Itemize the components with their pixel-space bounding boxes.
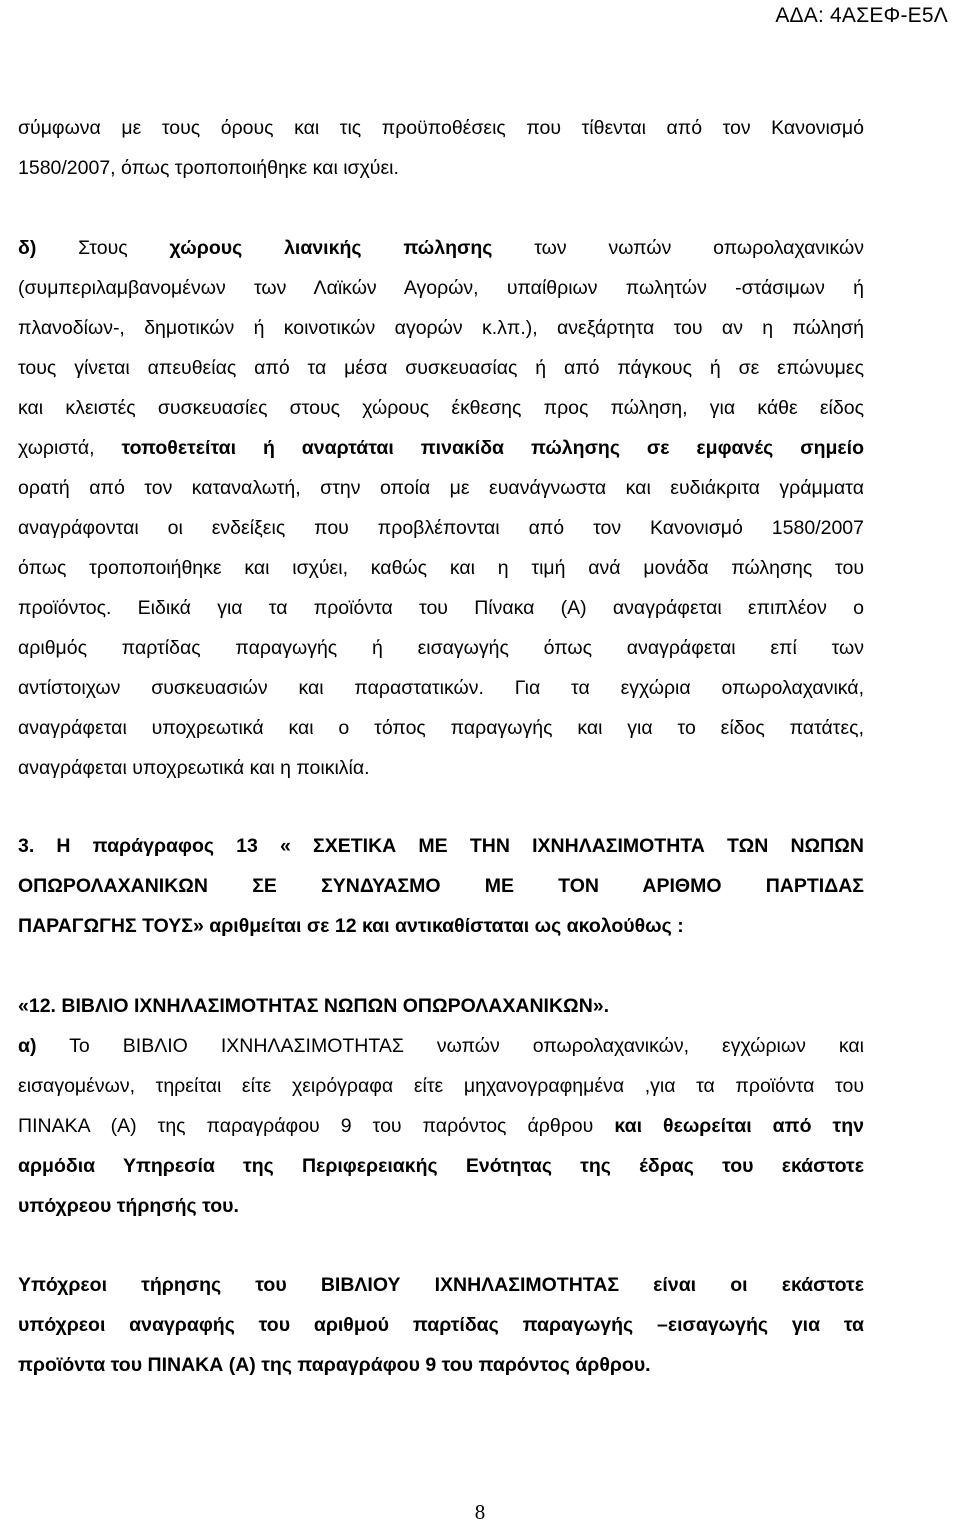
bold-run: και θεωρείται από την <box>614 1115 864 1137</box>
bold-run: τοποθετείται ή αναρτάται πινακίδα πώλησης σε εμφανές σημείο <box>121 437 865 459</box>
paragraph-continuation <box>18 108 864 188</box>
list-label: α) <box>18 1035 37 1057</box>
text-line: προϊόντα του ΠΙΝΑΚΑ (Α) της παραγράφου 9 του παρόντος άρθρου. <box>18 1354 651 1376</box>
text-line: αντίστοιχων συσκευασιών και παραστατικών. Για τα εγχώρια οπωρολαχανικά, <box>18 677 864 699</box>
page-number: 8 <box>474 1500 486 1524</box>
text-line: 1580/2007, όπως τροποποιήθηκε και ισχύει. <box>18 157 399 179</box>
section-12 <box>18 986 864 1226</box>
text-line: όπως τροποποιήθηκε και ισχύει, καθώς και η τιμή ανά μονάδα πώλησης του <box>18 557 864 579</box>
text-line <box>18 1106 864 1146</box>
text-line: τους γίνεται απευθείας από τα μέσα συσκευασίας ή από πάγκους ή σε επώνυμες <box>18 357 864 379</box>
text-line <box>18 1026 864 1066</box>
text-run: Το ΒΙΒΛΙΟ ΙΧΝΗΛΑΣΙΜΟΤΗΤΑΣ νωπών οπωρολαχανικών, εγχώριων και <box>36 1035 864 1057</box>
section-heading: «12. ΒΙΒΛΙΟ ΙΧΝΗΛΑΣΙΜΟΤΗΤΑΣ ΝΩΠΩΝ ΟΠΩΡΟΛΑΧΑΝΙΚΩΝ». <box>18 995 610 1017</box>
text-line: και κλειστές συσκευασίες στους χώρους έκθεσης προς πώληση, για κάθε είδος <box>18 397 864 419</box>
text-run: Στους <box>36 237 170 259</box>
text-line: αρμόδια Υπηρεσία της Περιφερειακής Ενότητας της έδρας του εκάστοτε <box>18 1155 864 1177</box>
text-line: αναγράφεται υποχρεωτικά και ο τόπος παραγωγής και για το είδος πατάτες, <box>18 717 864 739</box>
obligated-parties-paragraph <box>18 1265 864 1385</box>
paragraph-d <box>18 228 864 788</box>
ada-code: ΑΔΑ: 4ΑΣΕΦ-Ε5Λ <box>775 4 948 27</box>
text-line: αριθμός παρτίδας παραγωγής ή εισαγωγής όπως αναγράφεται επί των <box>18 637 864 659</box>
text-line: υπόχρεου τήρησής του. <box>18 1195 239 1217</box>
text-run: ΠΙΝΑΚΑ (Α) της παραγράφου 9 του παρόντος άρθρου <box>18 1115 615 1137</box>
text-line: ΟΠΩΡΟΛΑΧΑΝΙΚΩΝ ΣΕ ΣΥΝΔΥΑΣΜΟ ΜΕ ΤΟΝ ΑΡΙΘΜΟ ΠΑΡΤΙΔΑΣ <box>18 875 864 897</box>
text-line: 3. Η παράγραφος 13 « ΣΧΕΤΙΚΑ ΜΕ ΤΗΝ ΙΧΝΗΛΑΣΙΜΟΤΗΤΑ ΤΩΝ ΝΩΠΩΝ <box>18 835 864 857</box>
text-line: ορατή από τον καταναλωτή, στην οποία με ευανάγνωστα και ευδιάκριτα γράμματα <box>18 477 864 499</box>
text-line: προϊόντος. Ειδικά για τα προϊόντα του Πίνακα (Α) αναγράφεται επιπλέον ο <box>18 597 864 619</box>
bold-run: χώρους λιανικής πώλησης <box>169 237 493 259</box>
text-line: (συμπεριλαμβανομένων των Λαϊκών Αγορών, υπαίθριων πωλητών -στάσιμων ή <box>18 277 864 299</box>
text-run: χωριστά, <box>18 437 122 459</box>
text-run: των νωπών οπωρολαχανικών <box>492 237 865 259</box>
text-line <box>18 228 864 268</box>
paragraph-3-amendment <box>18 826 864 946</box>
text-line: πλανοδίων-, δημοτικών ή κοινοτικών αγορών κ.λπ.), ανεξάρτητα του αν η πώλησή <box>18 317 864 339</box>
text-line: αναγράφονται οι ενδείξεις που προβλέπονται από τον Κανονισμό 1580/2007 <box>18 517 864 539</box>
text-line <box>18 428 864 468</box>
text-line: ΠΑΡΑΓΩΓΗΣ ΤΟΥΣ» αριθμείται σε 12 και αντικαθίσταται ως ακολούθως : <box>18 915 684 937</box>
text-line: σύμφωνα με τους όρους και τις προϋποθέσεις που τίθενται από τον Κανονισμό <box>18 117 864 139</box>
text-line: αναγράφεται υποχρεωτικά και η ποικιλία. <box>18 757 370 779</box>
text-line: εισαγομένων, τηρείται είτε χειρόγραφα είτε μηχανογραφημένα ,για τα προϊόντα του <box>18 1075 864 1097</box>
text-line: Υπόχρεοι τήρησης του ΒΙΒΛΙΟΥ ΙΧΝΗΛΑΣΙΜΟΤΗΤΑΣ είναι οι εκάστοτε <box>18 1274 864 1296</box>
text-line: υπόχρεοι αναγραφής του αριθμού παρτίδας παραγωγής –εισαγωγής για τα <box>18 1314 864 1336</box>
list-label: δ) <box>18 237 37 259</box>
